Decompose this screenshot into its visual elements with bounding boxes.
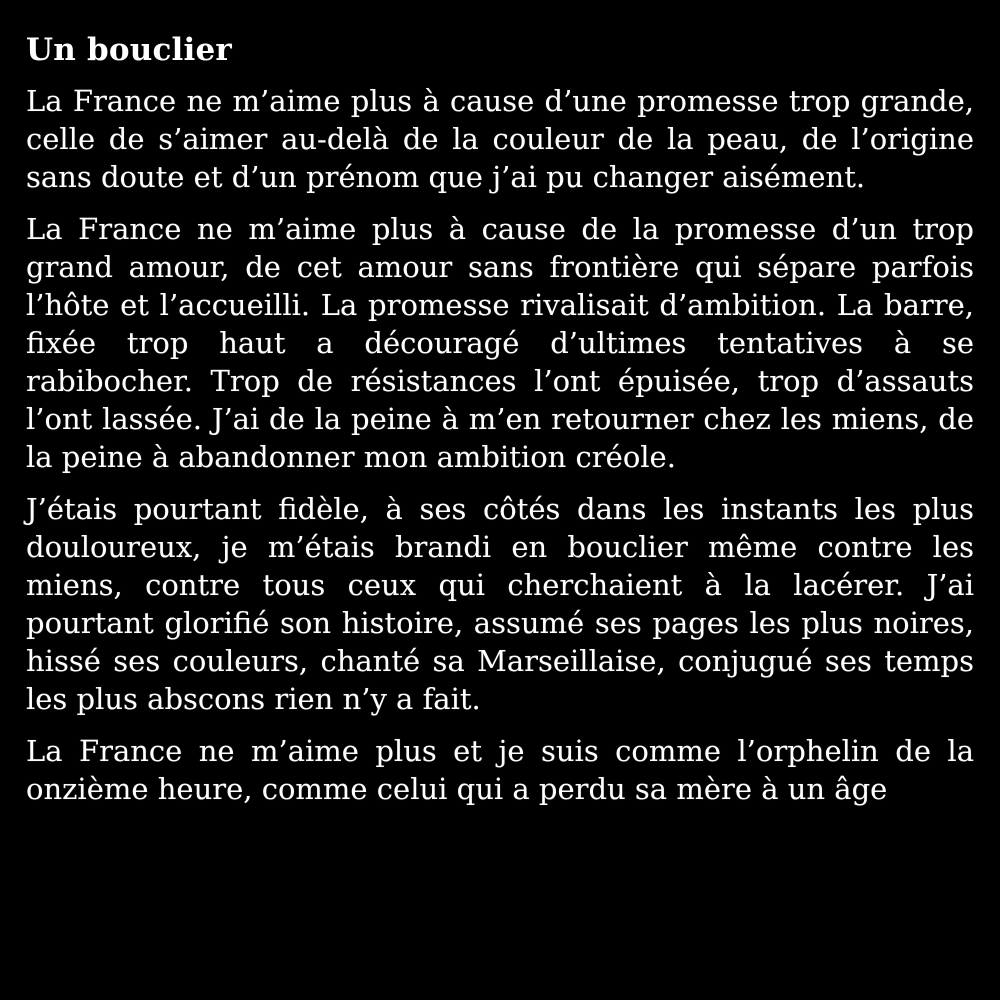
paragraph-3: J’étais pourtant fidèle, à ses côtés dans les instants les plus douloureux, je m’étais brandi en bouclier même contre les miens, contre tous ceux qui cherchaient à la lacérer. J’ai pourtant glorifié son histoire, assumé ses pages les plus noires, hissé ses couleurs, chanté sa Marseillaise, conjugué ses temps les plus abscons rien n’y a fait. bbox=[26, 492, 974, 716]
page-title: Un bouclier bbox=[26, 32, 232, 68]
paragraph-1: La France ne m’aime plus à cause d’une promesse trop grande, celle de s’aimer au-delà de la couleur de la peau, de l’origine sans doute et d’un prénom que j’ai pu changer aisément. bbox=[26, 84, 974, 194]
paragraph-4: La France ne m’aime plus et je suis comme l’orphelin de la onzième heure, comme celui qui a perdu sa mère à un âge bbox=[26, 734, 974, 806]
paragraph-2: La France ne m’aime plus à cause de la promesse d’un trop grand amour, de cet amour sans frontière qui sépare parfois l’hôte et l’accueilli. La promesse rivalisait d’ambition. La barre, fixée trop haut a découragé d’ultimes tentatives à se rabibocher. Trop de résistances l’ont épuisée, trop d’assauts l’ont lassée. J’ai de la peine à m’en retourner chez les miens, de la peine à abandonner mon ambition créole. bbox=[26, 212, 974, 474]
